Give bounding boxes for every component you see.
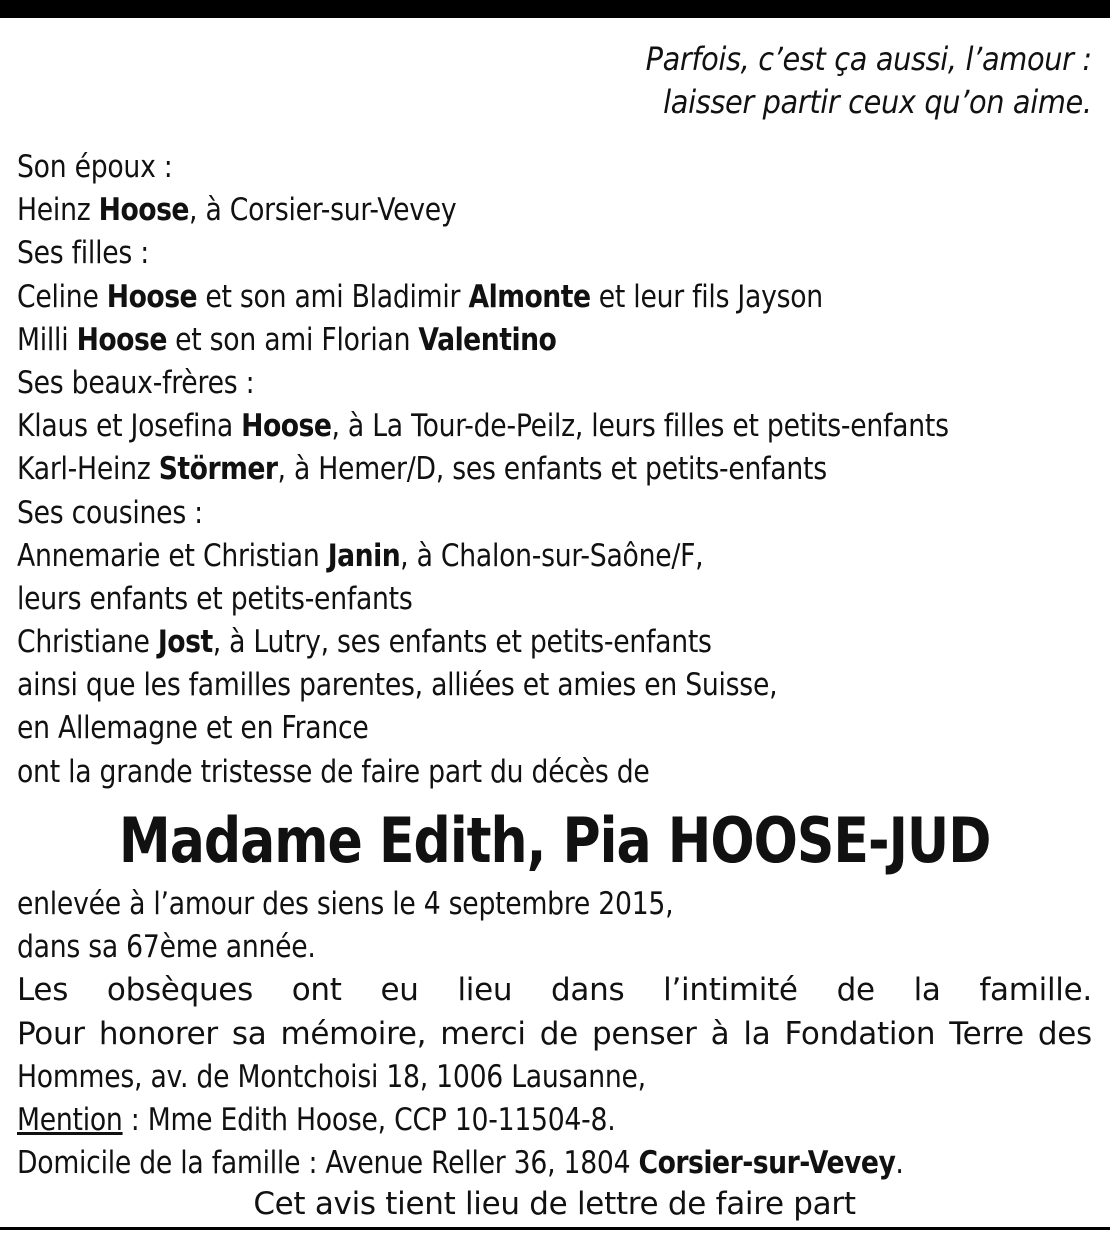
- age-line: dans sa 67ème année.: [17, 929, 316, 966]
- brothers-heading: Ses beaux-frères :: [17, 364, 255, 401]
- mention-label: Mention: [17, 1101, 123, 1138]
- mention-text: : Mme Edith Hoose, CCP 10-11504-8.: [122, 1101, 616, 1138]
- others-line-2: en Allemagne et en France: [17, 710, 369, 747]
- word: Fondation: [784, 1015, 936, 1052]
- cousin-1-continuation: leurs enfants et petits-enfants: [17, 580, 413, 617]
- brother-2-line: [17, 448, 942, 491]
- announcement-line: ont la grande tristesse de faire part du décès de: [17, 753, 650, 790]
- epigraph-line-1: Parfois, c’est ça aussi, l’amour :: [645, 40, 1092, 78]
- brother-1-line: [17, 405, 949, 448]
- epigraph: [646, 38, 1092, 124]
- word: l’intimité: [663, 972, 798, 1009]
- word: honorer: [98, 1015, 218, 1052]
- daughter-2-mid: et son ami Florian: [166, 321, 419, 358]
- word: Les: [17, 972, 69, 1009]
- word: ont: [291, 972, 342, 1009]
- word: des: [1037, 1015, 1092, 1052]
- daughters-heading: Ses filles :: [17, 235, 149, 272]
- domicile-town: Corsier-sur-Vevey: [638, 1145, 896, 1182]
- daughter-1-surname: Hoose: [106, 278, 198, 315]
- cousin-1-first: Annemarie et Christian: [17, 537, 328, 574]
- funeral-line: [17, 969, 1092, 1012]
- daughter-1-partner-surname: Almonte: [468, 278, 591, 315]
- cousin-1-line: [17, 535, 942, 578]
- brother-2-rest: , à Hemer/D, ses enfants et petits-enfants: [277, 451, 827, 488]
- domicile-line: [17, 1142, 942, 1185]
- word: sa: [231, 1015, 267, 1052]
- mention-line: [17, 1099, 942, 1142]
- memory-line: [17, 1013, 1092, 1056]
- death-line: enlevée à l’amour des siens le 4 septembre 2015,: [17, 886, 674, 922]
- deceased-name: Madame Edith, Pia HOOSE-JUD: [118, 804, 991, 877]
- brother-2-surname: Störmer: [158, 451, 278, 488]
- word: Terre: [949, 1015, 1024, 1052]
- cousin-2-surname: Jost: [157, 624, 213, 661]
- word: merci: [440, 1015, 526, 1052]
- spouse-surname: Hoose: [98, 192, 190, 229]
- word: à: [710, 1015, 730, 1052]
- daughter-2-line: [17, 319, 942, 362]
- daughter-2-surname: Hoose: [76, 321, 167, 358]
- spouse-heading: Son époux :: [17, 149, 173, 185]
- daughter-1-rest: et leur fils Jayson: [590, 278, 823, 315]
- word: la: [913, 972, 941, 1009]
- word: de: [836, 972, 875, 1009]
- word: dans: [551, 972, 625, 1009]
- daughter-2-first: Milli: [17, 321, 77, 358]
- spouse-line: [17, 189, 942, 232]
- word: Pour: [17, 1015, 85, 1052]
- daughter-2-partner-surname: Valentino: [418, 321, 557, 358]
- word: de: [539, 1015, 578, 1052]
- cousin-2-rest: , à Lutry, ses enfants et petits-enfants: [212, 624, 712, 661]
- word: la: [743, 1015, 771, 1052]
- brother-1-first: Klaus et Josefina: [17, 408, 242, 445]
- cousins-heading: Ses cousines :: [17, 494, 203, 531]
- family-list: [17, 146, 1092, 794]
- word: obsèques: [106, 972, 253, 1009]
- word: mémoire,: [280, 1015, 427, 1052]
- word: lieu: [457, 972, 513, 1009]
- details-block: [17, 883, 1092, 1223]
- address-line: Hommes, av. de Montchoisi 18, 1006 Lausanne,: [17, 1058, 646, 1095]
- brother-2-first: Karl-Heinz: [17, 451, 159, 488]
- cousin-2-first: Christiane: [17, 624, 158, 661]
- domicile-prefix: Domicile de la famille : Avenue Reller 36, 1804: [17, 1145, 639, 1182]
- epigraph-line-2: laisser partir ceux qu’on aime.: [663, 83, 1092, 121]
- daughter-1-mid: et son ami Bladimir: [197, 278, 469, 315]
- cousin-2-line: [17, 621, 942, 664]
- bottom-border-rule: [0, 1227, 1110, 1230]
- others-line-1: ainsi que les familles parentes, alliées et amies en Suisse,: [17, 667, 778, 704]
- brother-1-surname: Hoose: [241, 408, 332, 445]
- cousin-1-surname: Janin: [327, 537, 401, 574]
- word: penser: [592, 1015, 697, 1052]
- top-border-rule: [0, 0, 1110, 18]
- daughter-1-line: [17, 276, 942, 319]
- word: famille.: [979, 972, 1092, 1009]
- daughter-1-first: Celine: [17, 278, 107, 315]
- closing-line: Cet avis tient lieu de lettre de faire part: [253, 1186, 856, 1223]
- word: eu: [380, 972, 419, 1009]
- spouse-first: Heinz: [17, 192, 99, 229]
- domicile-suffix: .: [895, 1145, 904, 1182]
- brother-1-rest: , à La Tour-de-Peilz, leurs filles et petits-enfants: [331, 408, 949, 445]
- cousin-1-rest: , à Chalon-sur-Saône/F,: [400, 537, 704, 574]
- spouse-rest: , à Corsier-sur-Vevey: [189, 192, 457, 229]
